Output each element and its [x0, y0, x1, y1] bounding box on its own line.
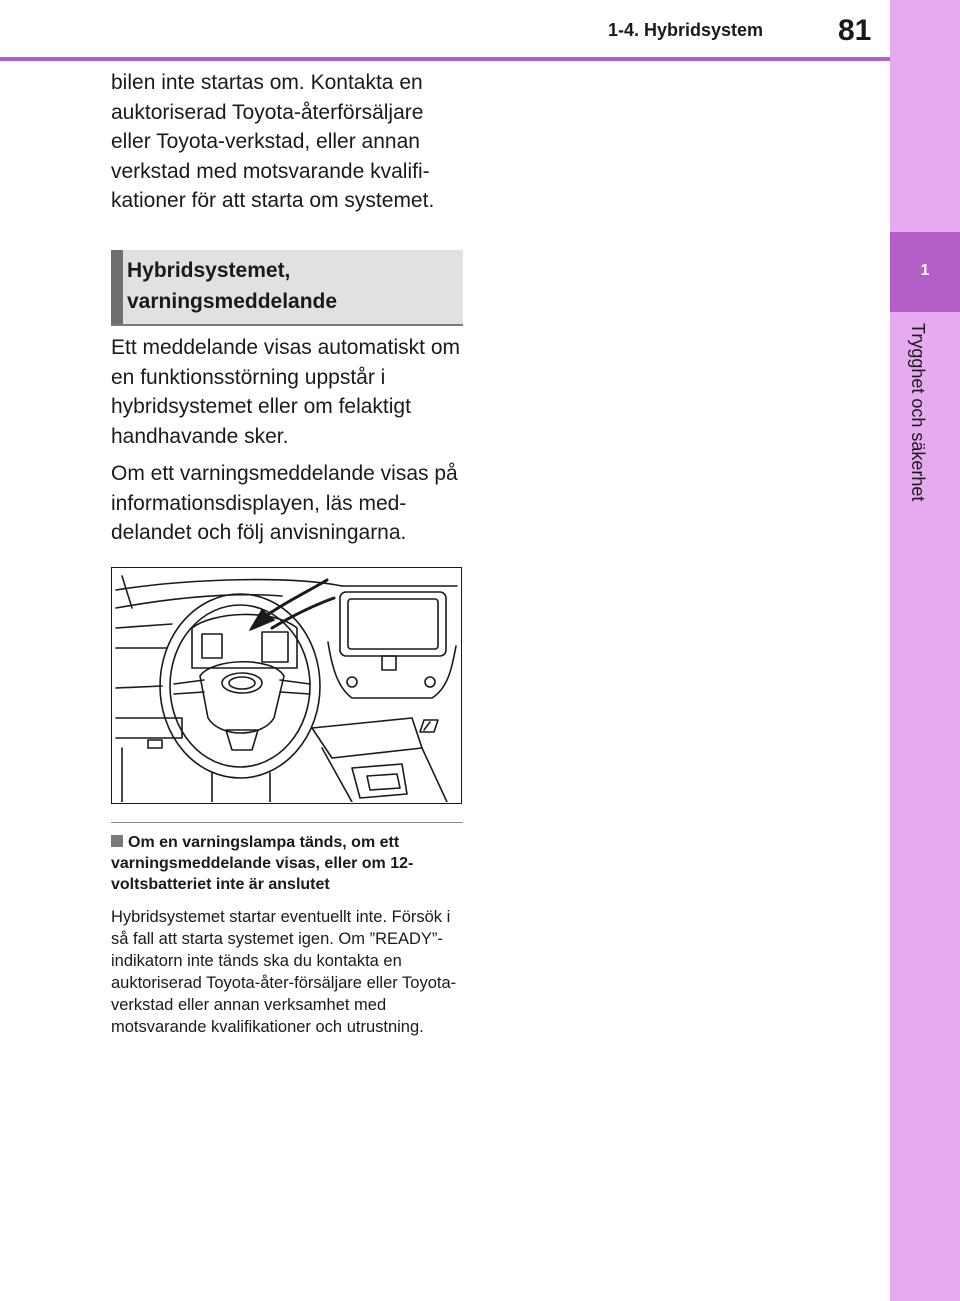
- paragraph-2: Om ett varningsmeddelande visas på informationsdisplayen, läs med-delandet och följ anvisningarna.: [111, 462, 458, 544]
- subsection-divider: [111, 822, 463, 823]
- subsection-heading-text: Om en varningslampa tänds, om ett varningsmeddelande visas, eller om 12-voltsbatteriet inte är anslutet: [111, 834, 414, 893]
- chapter-title: Trygghet och säkerhet: [908, 323, 928, 502]
- note-paragraph: Hybridsystemet startar eventuellt inte. Försök i så fall att starta systemet igen. Om ”READY”-indikatorn inte tänds ska du kontakta en auktoriserad Toyota-åter-försäljare eller Toyota-verkstad eller annan verksamhet med motsvarande kvalifikationer och utrustning.: [111, 908, 457, 1036]
- chapter-number: 1: [920, 262, 930, 279]
- page-number: 81: [838, 14, 872, 47]
- chapter-side-tab: [890, 0, 960, 1301]
- section-heading: Hybridsystemet, varningsmeddelande: [127, 259, 338, 313]
- section-heading-bar: [111, 250, 123, 324]
- dashboard-illustration: [111, 567, 462, 804]
- square-bullet-icon: [111, 835, 123, 847]
- header-rule: [0, 57, 890, 61]
- section-header-title: 1-4. Hybridsystem: [608, 20, 764, 40]
- subsection-heading: [111, 832, 466, 895]
- section-heading-box: [111, 250, 463, 326]
- paragraph-1: Ett meddelande visas automatiskt om en funktionsstörning uppstår i hybridsystemet eller om felaktigt handhavande sker.: [111, 336, 461, 448]
- intro-paragraph: bilen inte startas om. Kontakta en auktoriserad Toyota-återförsäljare eller Toyota-verkstad, eller annan verkstad med motsvarande kvalifi-kationer för att starta om systemet.: [111, 71, 435, 212]
